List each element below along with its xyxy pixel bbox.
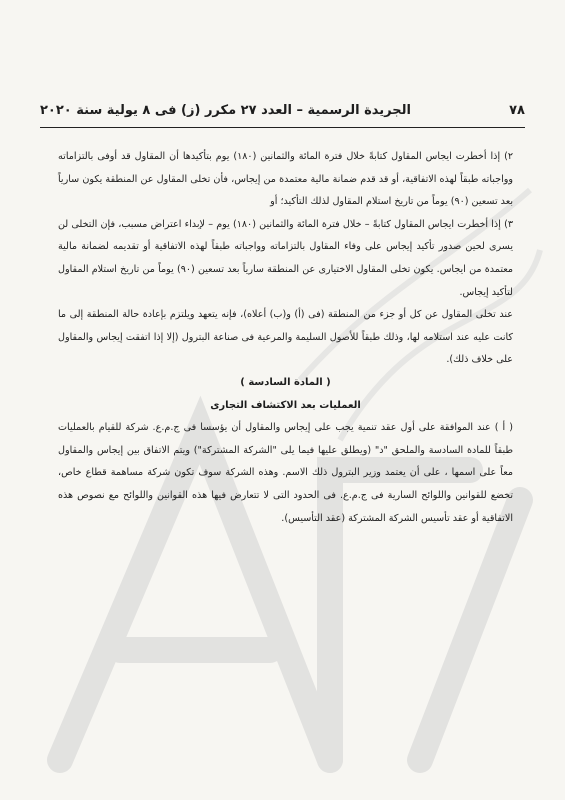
- page-header: [40, 103, 525, 118]
- document-body: [58, 146, 513, 530]
- section-title: العمليات بعد الاكتشاف التجارى: [210, 399, 361, 411]
- header-rule: [40, 127, 525, 128]
- gazette-title: الجريدة الرسمية – العدد ٢٧ مكرر (ز) فى ٨ يولية سنة ٢٠٢٠: [40, 103, 411, 118]
- clause-2: ٢) إذا أخطرت ايجاس المقاول كتابةً خلال فترة المائة والثمانين (١٨٠) يوم بتأكيدها أن المقاول قد أوفى بالتزاماته وواجباته طبقاً لهذه الاتفاقية، أو قد قدم ضمانة مالية معتمدة من إيجاس، فأن تخلى المقاول عن المنطقة يكون سارياً بعد تسعين (٩٠) يوماً من تاريخ استلام المقاول لذلك التأكيد؛ أو: [58, 151, 513, 208]
- clause-a: ( أ ) عند الموافقة على أول عقد تنمية يجب على إيجاس والمقاول أن يؤسسا فى ج.م.ع. شركة للقيام بالعمليات طبقاً للمادة السادسة والملحق "د" (ويطلق عليها فيما يلى "الشركة المشتركة") ويتم الاتفاق بين إيجاس والمقاول معاً على اسمها ، على أن يعتمد وزير البترول ذلك الاسم. وهذه الشركة سوف تكون شركة مساهمة قطاع خاص، تخضع للقوانين واللوائح السارية فى ج.م.ع. فى الحدود التى لا تتعارض فيها هذه القوانين واللوائح مع نصوص هذه الاتفاقية أو عقد تأسيس الشركة المشتركة (عقد التأسيس).: [58, 422, 513, 524]
- page-number: ٧٨: [509, 103, 525, 118]
- article-title: ( المادة السادسة ): [240, 376, 331, 388]
- clause-3: ٣) إذا أخطرت ايجاس المقاول كتابةً – خلال فترة المائة والثمانين (١٨٠) يوم – لإبداء اعتراض مسبب، فإن التخلى لن يسرى لحين صدور تأكيد إيجاس على وفاء المقاول بالتزاماته وواجباته طبقاً لهذه الاتفاقية أو تقديمه لضمانة مالية معتمدة من ايجاس. يكون تخلى المقاول الاختيارى عن المنطقة سارياً بعد تسعين (٩٠) يوماً من تاريخ استلام المقاول لتأكيد إيجاس.: [58, 218, 513, 298]
- relinquishment-paragraph: عند تخلى المقاول عن كل أو جزء من المنطقة (فى (أ) و(ب) أعلاه)، فإنه يتعهد ويلتزم بإعادة حالة المنطقة إلى ما كانت عليه عند استلامه لها، وذلك طبقاً للأصول السليمة والمرعية فى صناعة البترول (إلا إذا اتفقت إيجاس والمقاول على خلاف ذلك).: [58, 309, 513, 366]
